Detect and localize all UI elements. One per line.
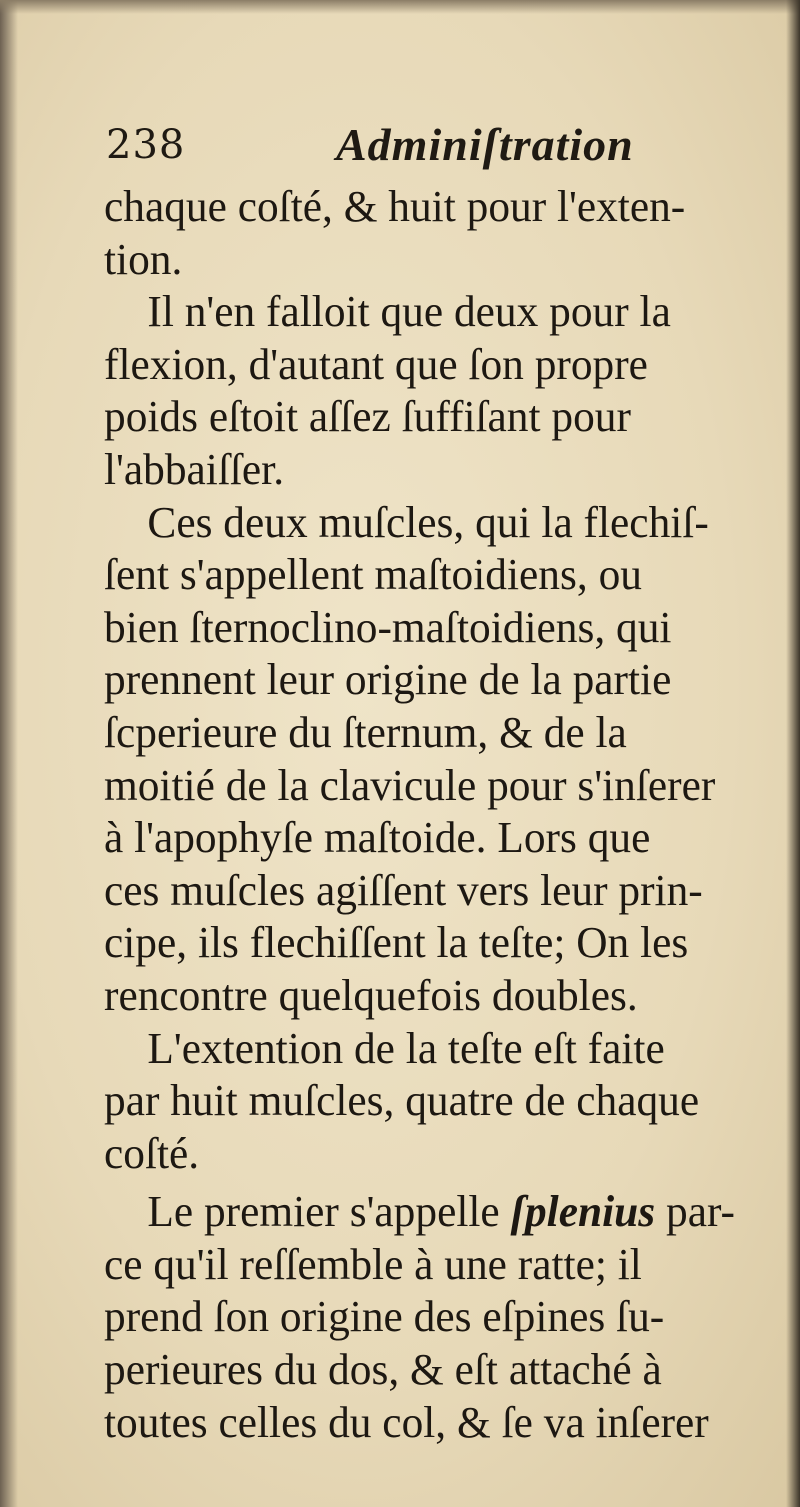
text-segment: par- (666, 1187, 736, 1237)
text-line: par huit muſcles, quatre de chaque (104, 1076, 700, 1126)
text-segment: Le premier s'appelle (147, 1187, 500, 1237)
text-line: ces muſcles agiſſent vers leur prin- (104, 865, 703, 915)
text-line: L'extention de la teſte eſt faite (147, 1023, 665, 1073)
text-line: perieures du dos, & eſt attaché à (104, 1345, 662, 1395)
text-line: à l'apophyſe maſtoide. Lors que (104, 813, 651, 863)
running-header (106, 119, 756, 172)
text-line: l'abbaiſſer. (104, 444, 285, 494)
text-line: ſcperieure du ſternum, & de la (104, 707, 627, 757)
text-line: ce qu'il reſſemble à une ratte; il (104, 1239, 642, 1289)
text-line: poids eſtoit aſſez ſuffiſant pour (104, 392, 631, 442)
text-line: moitié de la clavicule pour s'inſerer (104, 760, 716, 810)
page-top-shadow (0, 0, 800, 14)
text-line: bien ſternoclino-maſtoidiens, qui (104, 602, 672, 652)
text-line: prennent leur origine de la partie (104, 655, 672, 705)
italic-term: ſplenius (510, 1187, 656, 1237)
text-line: cipe, ils flechiſſent la teſte; On les (104, 918, 689, 968)
page-gutter-shadow (0, 0, 18, 1507)
body-text (104, 181, 794, 1449)
text-line: Ces deux muſcles, qui la flechiſ- (147, 497, 709, 547)
page-number: 238 (106, 122, 186, 168)
text-line: flexion, d'autant que ſon propre (104, 339, 648, 389)
text-line: tion. (104, 234, 183, 284)
text-line: prend ſon origine des eſpines ſu- (104, 1292, 665, 1342)
text-line: chaque coſté, & huit pour l'exten- (104, 182, 686, 231)
text-line: ſent s'appellent maſtoidiens, ou (104, 550, 642, 600)
text-line: toutes celles du col, & ſe va inſerer (104, 1397, 709, 1447)
running-title: Adminiſtration (336, 119, 634, 170)
text-line: rencontre quelquefois doubles. (104, 970, 638, 1020)
text-line: coſté. (104, 1128, 200, 1178)
text-line (104, 1186, 784, 1239)
text-line: Il n'en falloit que deux pour la (147, 287, 671, 337)
